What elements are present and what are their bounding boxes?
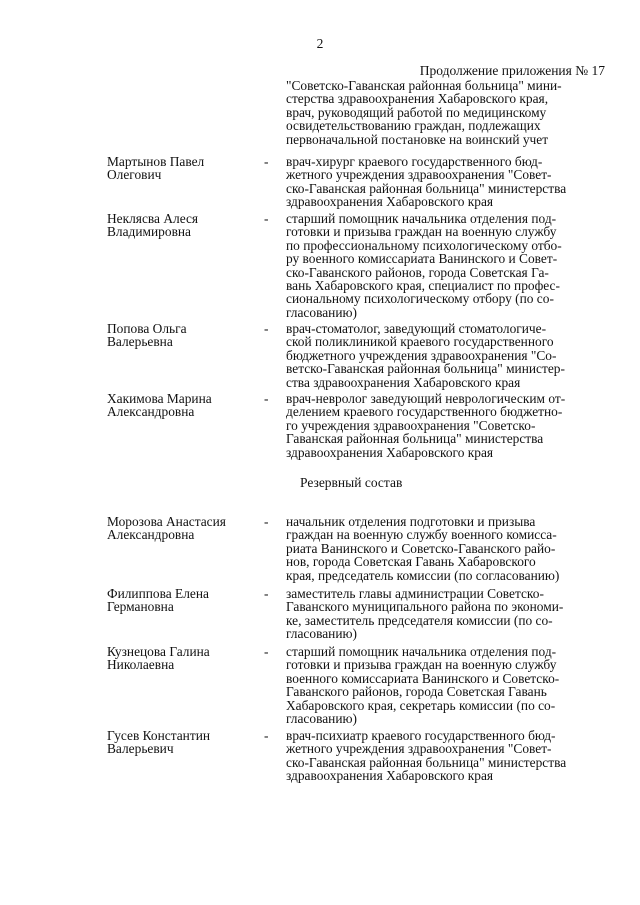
member-description: врач-хирург краевого государственного бюд- жетного учреждения здравоохранения "Совет- ско-Гаванская районная больница" министерства здравоохранения Хабаровского края xyxy=(286,154,567,210)
text-line: "Советско-Гаванская районная больница" мини- xyxy=(286,78,562,93)
member-name: Кузнецова Галина Николаевна xyxy=(107,644,210,673)
member-name: Хакимова Марина Александровна xyxy=(107,391,212,420)
appendix-continuation-note: Продолжение приложения № 17 xyxy=(419,63,605,78)
member-description: врач-психиатр краевого государственного бюд- жетного учреждения здравоохранения "Совет- ско-Гаванская районная больница" министерства здравоохранения Хабаровского края xyxy=(286,728,567,784)
member-name: Мартынов Павел Олегович xyxy=(107,154,205,183)
continuation-text xyxy=(286,79,605,146)
text-line: стерства здравоохранения Хабаровского края, xyxy=(286,91,549,107)
member-name: Морозова Анастасия Александровна xyxy=(107,514,226,543)
dash-separator: - xyxy=(264,154,269,169)
member-name: Попова Ольга Валерьевна xyxy=(107,321,187,350)
text-line: первоначальной постановке на воинский учет xyxy=(286,131,549,147)
dash-separator: - xyxy=(264,644,269,659)
dash-separator: - xyxy=(264,211,269,226)
dash-separator: - xyxy=(264,728,269,743)
member-name: Неклясва Алеся Владимировна xyxy=(107,211,199,240)
text-line: освидетельствованию граждан, подлежащих xyxy=(286,118,541,134)
member-name: Филиппова Елена Германовна xyxy=(107,586,209,615)
member-description: старший помощник начальника отделения под- готовки и призыва граждан на военную службу военного комиссариата Ванинского и Советско- Гаванского районов, города Советская Гавань Хабаровского края, секретарь комиссии (по со- гласованию) xyxy=(286,644,560,727)
member-description: врач-стоматолог, заведующий стоматологиче- ской поликлиникой краевого государственного бюджетного учреждения здравоохранения "Со- ветско-Гаванская районная больница" министер- ства здравоохранения Хабаровского края xyxy=(286,321,565,390)
page-number: 2 xyxy=(316,36,324,51)
text-line: врач, руководящий работой по медицинскому xyxy=(286,104,547,120)
dash-separator: - xyxy=(264,586,269,601)
member-description: заместитель главы администрации Советско- Гаванского муниципального района по экономи- ке, заместитель председателя комиссии (по со- гласованию) xyxy=(286,586,564,642)
dash-separator: - xyxy=(264,321,269,336)
member-description: старший помощник начальника отделения под- готовки и призыва граждан на военную службу по профессиональному психологическому отбо- ру военного комиссариата Ванинского и Совет- ско-Гаванского районов, города Советская Га- вань Хабаровского края, специалист по профес- сиональному психологическому отбору (по со- гласованию) xyxy=(286,211,562,320)
member-name: Гусев Константин Валерьевич xyxy=(107,728,211,757)
reserve-section-title: Резервный состав xyxy=(300,475,403,490)
member-description: начальник отделения подготовки и призыва граждан на военную службу военного комисса- риата Ванинского и Советско-Гаванского райо- нов, города Советская Гавань Хабаровского края, председатель комиссии (по согласованию) xyxy=(286,514,560,583)
member-description: врач-невролог заведующий неврологическим от- делением краевого государственного бюджетно- го учреждения здравоохранения "Советско- Гаванская районная больница" министерства здравоохранения Хабаровского края xyxy=(286,391,566,460)
dash-separator: - xyxy=(264,391,269,406)
dash-separator: - xyxy=(264,514,269,529)
